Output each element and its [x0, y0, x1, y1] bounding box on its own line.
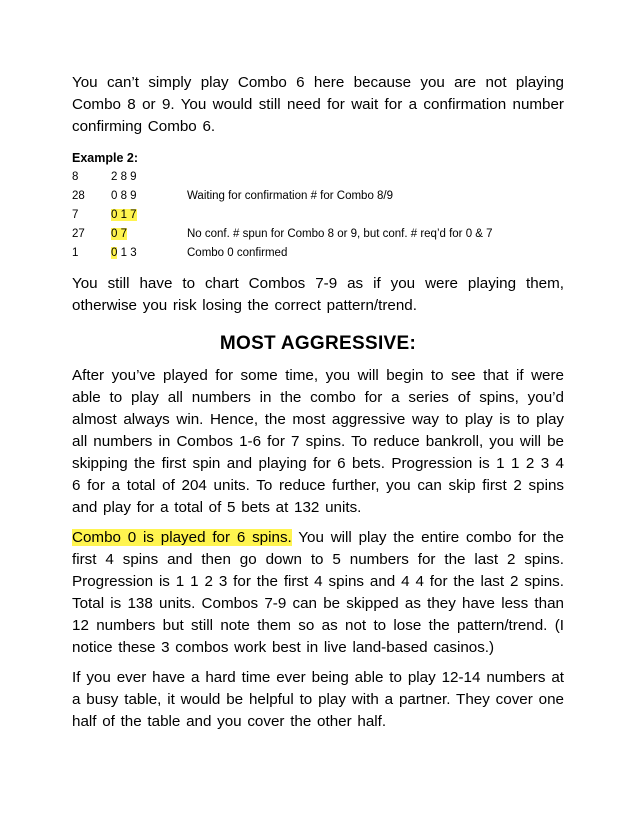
row-note	[187, 206, 564, 225]
document-page	[72, 72, 564, 733]
chart-paragraph: You still have to chart Combos 7-9 as if you were playing them, otherwise you risk losing the correct pattern/trend.	[72, 275, 564, 314]
section-heading: MOST AGGRESSIVE:	[219, 333, 417, 354]
combo-numbers	[111, 168, 187, 187]
partner-paragraph: If you ever have a hard time ever being able to play 12-14 numbers at a busy table, it would be helpful to play with a partner. They cover one half of the table and you cover the other half.	[72, 669, 564, 730]
row-note: No conf. # spun for Combo 8 or 9, but conf. # req’d for 0 & 7	[187, 228, 493, 240]
combo-numbers	[111, 244, 187, 263]
spin-number: 1	[72, 247, 79, 259]
example-row	[72, 244, 564, 263]
combo-numbers	[111, 206, 187, 225]
row-note	[187, 168, 564, 187]
combo0-paragraph	[72, 527, 564, 659]
example-title: Example 2:	[72, 151, 139, 165]
combo-text: 2 8 9	[111, 171, 137, 183]
spin-number: 27	[72, 228, 85, 240]
example-row	[72, 187, 564, 206]
aggressive-paragraph: After you’ve played for some time, you will begin to see that if were able to play all numbers in the combo for a series of spins, you’d almost always win. Hence, the most aggressive way to play is to play all numbers in Combos 1-6 for 7 spins. To reduce bankroll, you will be skipping the first spin and playing for 6 bets. Progression is 1 1 2 3 4 6 for a total of 204 units. To reduce further, you can skip first 2 spins and play for a total of 5 bets at 132 units.	[72, 367, 564, 516]
example-row	[72, 168, 564, 187]
highlighted-combo: 0	[111, 247, 118, 259]
combo-text: 1 3	[117, 247, 137, 259]
combo-text: 0 8 9	[111, 190, 137, 202]
highlighted-combo: 0 1 7	[111, 209, 137, 221]
spin-number: 7	[72, 209, 79, 221]
combo-numbers	[111, 225, 187, 244]
combo-numbers	[111, 187, 187, 206]
intro-paragraph: You can’t simply play Combo 6 here because you are not playing Combo 8 or 9. You would still need for wait for a confirmation number confirming Combo 6.	[72, 74, 564, 135]
row-note: Waiting for confirmation # for Combo 8/9	[187, 190, 394, 202]
example-block	[72, 150, 564, 263]
example-row	[72, 206, 564, 225]
highlighted-combo: 0 7	[111, 228, 127, 240]
spin-number: 28	[72, 190, 85, 202]
highlighted-sentence: Combo 0 is played for 6 spins.	[72, 529, 292, 546]
example-row	[72, 225, 564, 244]
row-note: Combo 0 confirmed	[187, 247, 288, 259]
spin-number: 8	[72, 171, 79, 183]
combo0-rest: You will play the entire combo for the first 4 spins and then go down to 5 numbers for the last 2 spins. Progression is 1 1 2 3 for the first 4 spins and 4 4 for the last 2 spins. Total is 138 units. Combos 7-9 can be skipped as they have less than 12 numbers but still note them so as not to lose the pattern/trend. (I notice these 3 combos work best in live land-based casinos.)	[72, 529, 564, 656]
example-table	[72, 168, 564, 263]
